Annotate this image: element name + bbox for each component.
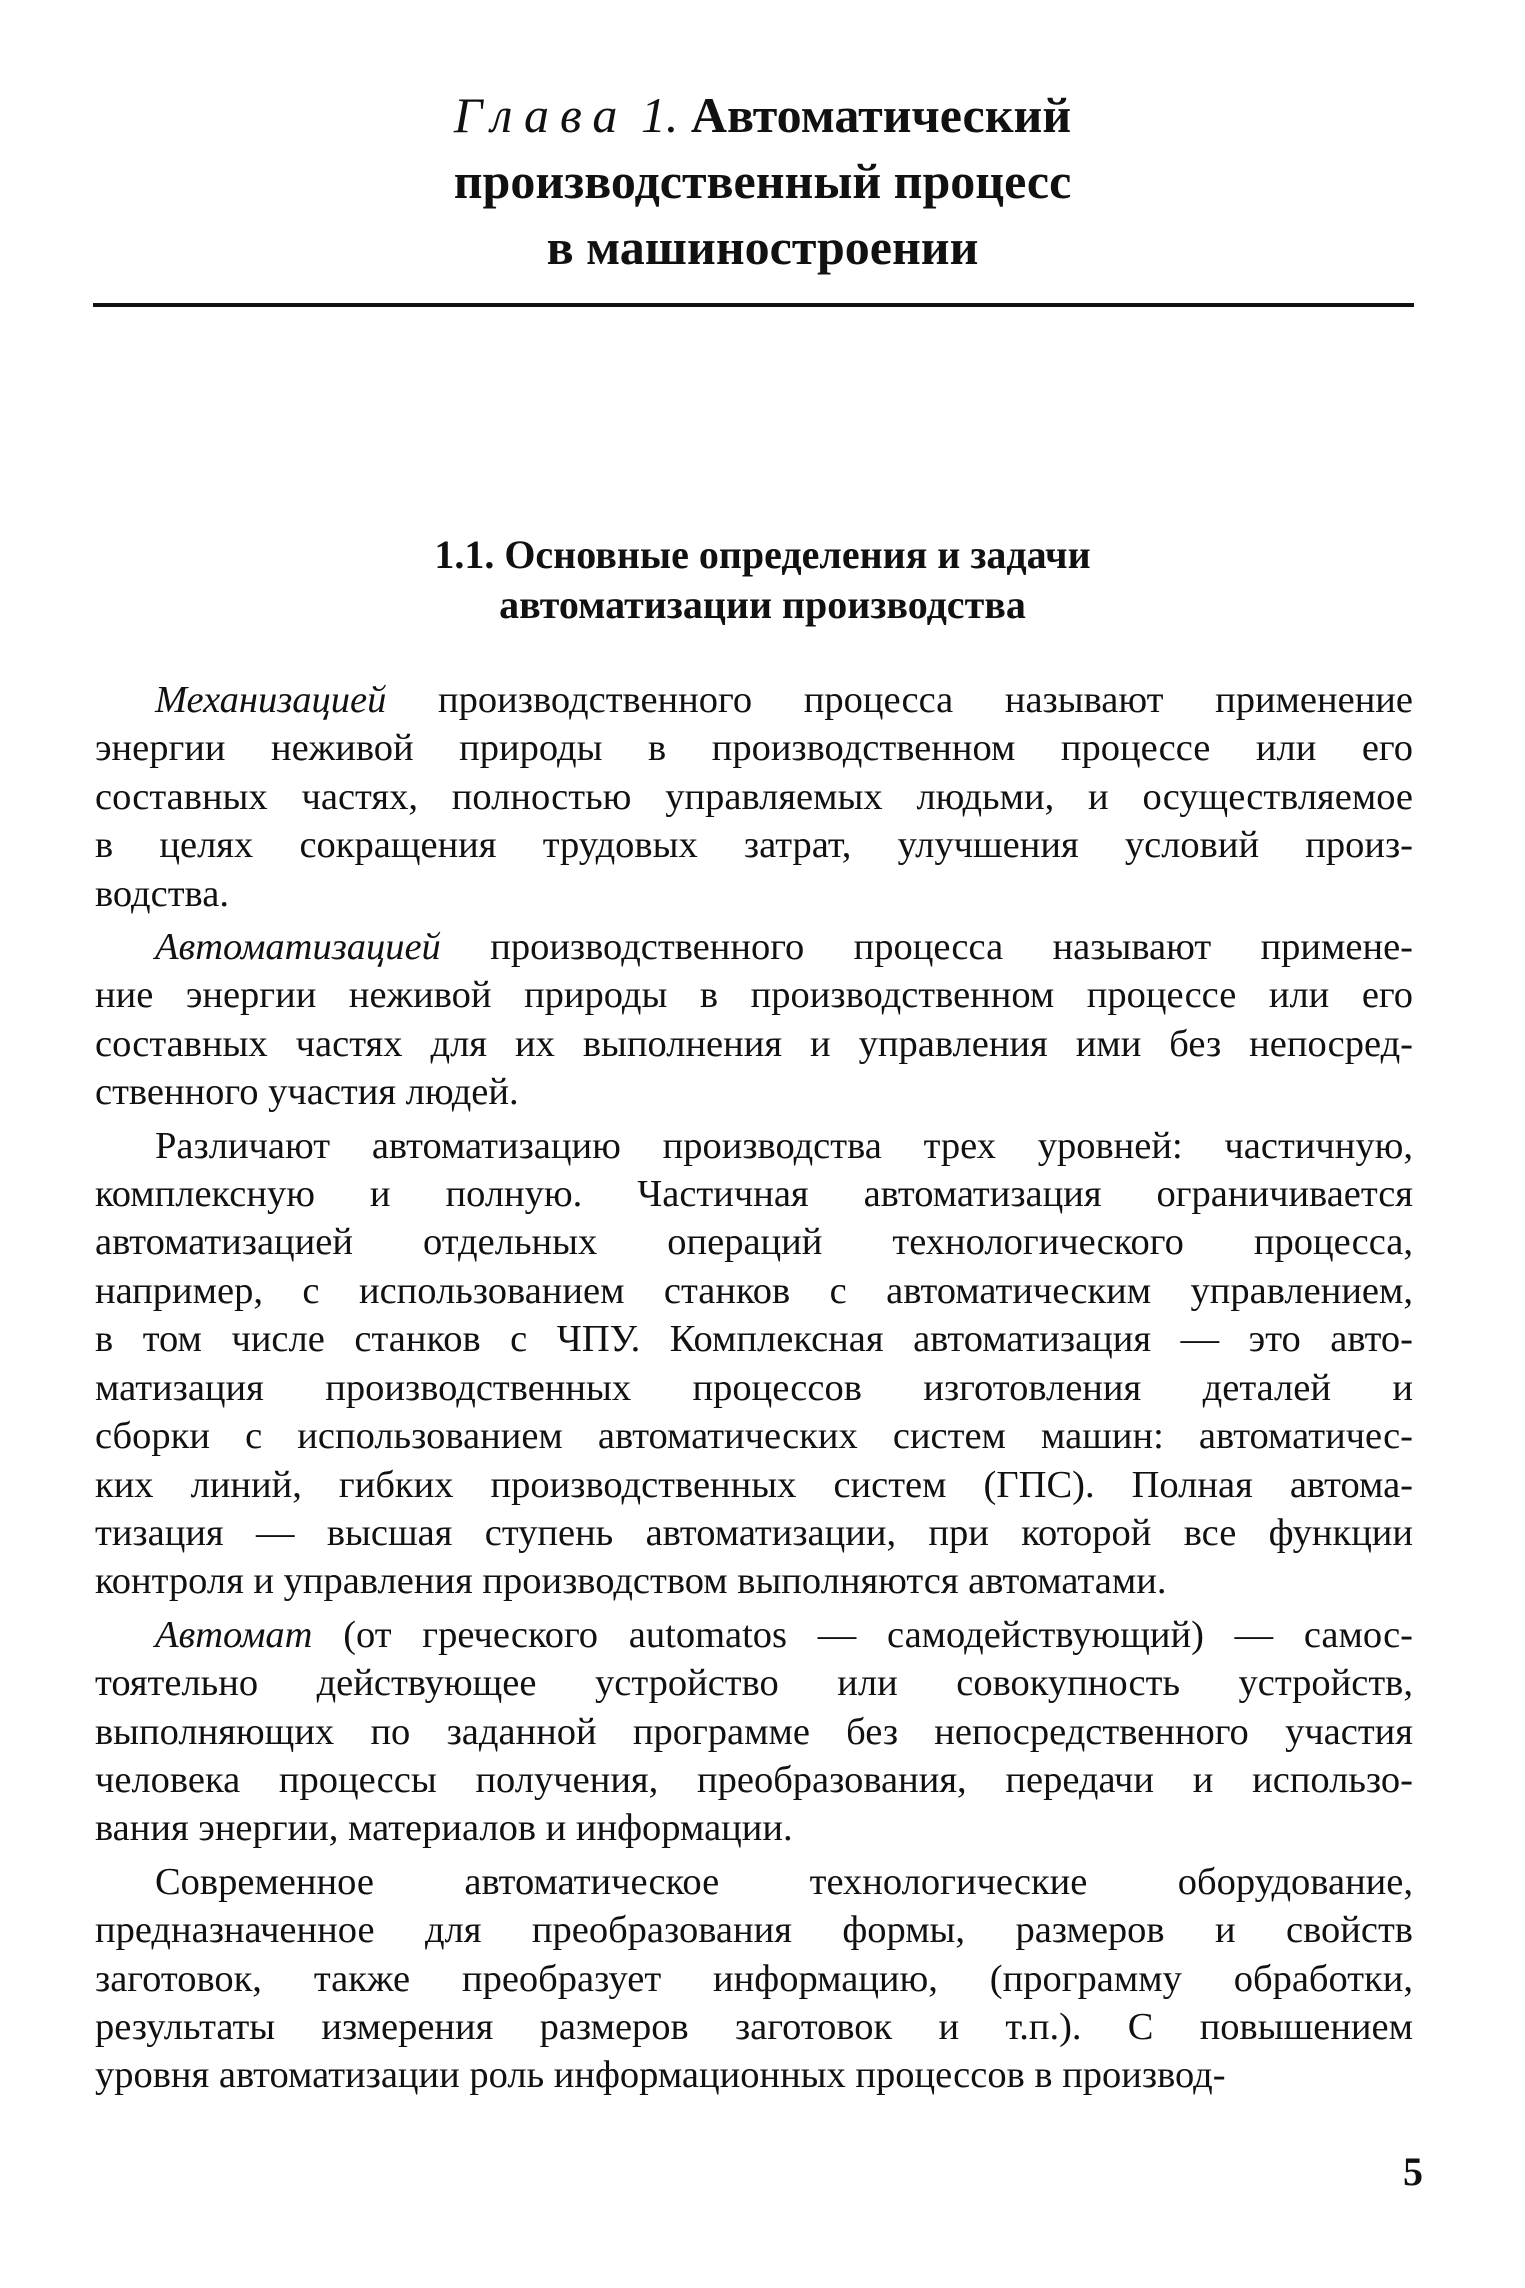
- defined-term: Механизацией: [155, 679, 387, 721]
- chapter-number: 1.: [640, 87, 679, 143]
- chapter-divider: [93, 303, 1414, 307]
- text-line: [95, 1315, 1413, 1363]
- paragraph: [95, 923, 1413, 1117]
- line-text: ких линий, гибких производственных систем (ГПС). Полная автома-: [95, 1463, 1413, 1506]
- text-line: [95, 821, 1413, 869]
- line-text: комплексную и полную. Частичная автоматизация ограничивается: [95, 1173, 1413, 1216]
- text-line: [95, 1756, 1413, 1804]
- line-text: составных частях, полностью управляемых людьми, и осуществляемое: [95, 775, 1413, 818]
- text-line: [95, 676, 1413, 724]
- line-text: в целях сокращения трудовых затрат, улучшения условий произ-: [95, 824, 1413, 867]
- section-heading: [0, 530, 1525, 630]
- line-text: ние энергии неживой природы в производственном процессе или его: [95, 974, 1413, 1017]
- body-text: [95, 676, 1413, 2105]
- text-line: [95, 1068, 1413, 1116]
- text-line: [95, 1611, 1413, 1659]
- paragraph: [95, 676, 1413, 918]
- chapter-label: Глава: [453, 87, 629, 143]
- text-line: [95, 1412, 1413, 1460]
- section-title-line-2: автоматизации производства: [499, 582, 1026, 627]
- paragraph: [95, 1122, 1413, 1606]
- line-text: тизация — высшая ступень автоматизации, при которой все функции: [95, 1511, 1413, 1554]
- paragraph: [95, 1858, 1413, 2100]
- line-text: вания энергии, материалов и информации.: [95, 1807, 793, 1850]
- line-text: заготовок, также преобразует информацию, (программу обработки,: [95, 1957, 1413, 2000]
- text-line: [95, 1218, 1413, 1266]
- text-line: [95, 2051, 1413, 2099]
- text-line: [95, 971, 1413, 1019]
- line-text: водства.: [95, 872, 229, 915]
- text-line: [95, 2003, 1413, 2051]
- chapter-title-part-2: производственный процесс: [453, 153, 1072, 209]
- line-text: автоматизацией отдельных операций технологического процесса,: [95, 1221, 1413, 1264]
- text-line: [95, 1364, 1413, 1412]
- text-line: [95, 1122, 1413, 1170]
- chapter-heading-line-1: [0, 82, 1525, 148]
- line-text: сборки с использованием автоматических систем машин: автоматичес-: [95, 1415, 1413, 1458]
- text-line: [95, 1557, 1413, 1605]
- text-line: [95, 870, 1413, 918]
- line-text: энергии неживой природы в производственном процессе или его: [95, 727, 1413, 770]
- line-text: Современное автоматическое технологические оборудование,: [155, 1860, 1413, 1903]
- line-text: выполняющих по заданной программе без непосредственного участия: [95, 1710, 1413, 1753]
- text-line: [95, 1804, 1413, 1852]
- text-line: [95, 1170, 1413, 1218]
- text-line: [95, 773, 1413, 821]
- line-text: в том числе станков с ЧПУ. Комплексная автоматизация — это авто-: [95, 1318, 1413, 1361]
- line-text: ственного участия людей.: [95, 1071, 519, 1114]
- text-line: [95, 1906, 1413, 1954]
- text-line: [95, 1267, 1413, 1315]
- paragraph: [95, 1611, 1413, 1853]
- line-text: человека процессы получения, преобразования, передачи и использо-: [95, 1758, 1413, 1801]
- line-text: уровня автоматизации роль информационных процессов в производ-: [95, 2054, 1226, 2097]
- text-line: [95, 724, 1413, 772]
- line-text: Различают автоматизацию производства трех уровней: частичную,: [155, 1124, 1413, 1167]
- text-line: [95, 1955, 1413, 2003]
- chapter-heading: [0, 82, 1525, 280]
- line-text: результаты измерения размеров заготовок и т.п.). С повышением: [95, 2005, 1413, 2048]
- line-text: производственного процесса называют применение: [438, 679, 1413, 721]
- text-line: [95, 1020, 1413, 1068]
- line-text: матизация производственных процессов изготовления деталей и: [95, 1366, 1413, 1409]
- defined-term: Автомат: [155, 1613, 313, 1656]
- text-line: [95, 1509, 1413, 1557]
- line-text: например, с использованием станков с автоматическим управлением,: [95, 1269, 1413, 1312]
- page-number: 5: [1403, 2149, 1423, 2194]
- text-line: [95, 1858, 1413, 1906]
- line-text: тоятельно действующее устройство или совокупность устройств,: [95, 1662, 1413, 1705]
- text-line: [95, 1659, 1413, 1707]
- line-text: контроля и управления производством выполняются автоматами.: [95, 1560, 1167, 1603]
- defined-term: Автоматизацией: [155, 926, 441, 969]
- line-text: (от греческого automatos — самодействующий) — самос-: [343, 1613, 1413, 1656]
- line-text: производственного процесса называют примене-: [490, 926, 1413, 969]
- text-line: [95, 1708, 1413, 1756]
- line-text: составных частях для их выполнения и управления ими без непосред-: [95, 1022, 1413, 1065]
- chapter-title-part-3: в машиностроении: [546, 219, 979, 275]
- text-line: [95, 1461, 1413, 1509]
- section-title-line-1: 1.1. Основные определения и задачи: [434, 532, 1091, 577]
- line-text: предназначенное для преобразования формы, размеров и свойств: [95, 1909, 1413, 1952]
- text-line: [95, 923, 1413, 971]
- chapter-title-part-1: Автоматический: [690, 87, 1072, 143]
